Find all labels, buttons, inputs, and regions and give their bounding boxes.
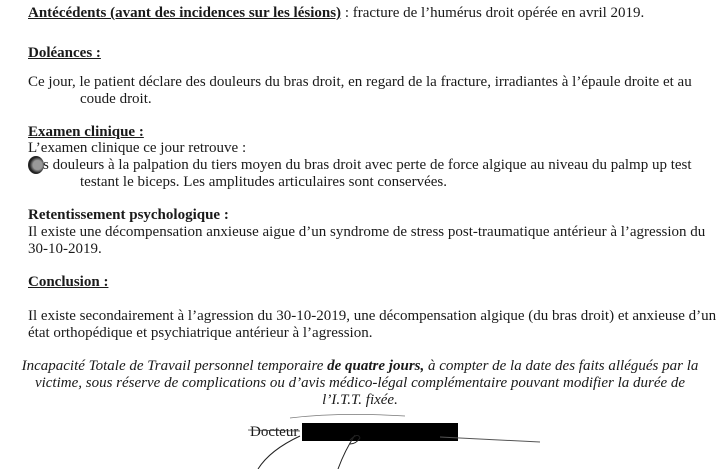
doleances-line1: Ce jour, le patient déclare des douleurs du bras droit, en regard de la fracture, irradiantes à l’épaule droite et au xyxy=(28,74,692,90)
itt-duration: de quatre jours, xyxy=(327,358,425,374)
conclusion-line2: état orthopédique et psychiatrique antérieur à l’agression. xyxy=(28,325,373,341)
antecedents-text: : fracture de l’humérus droit opérée en avril 2019. xyxy=(341,5,645,21)
examen-heading: Examen clinique : xyxy=(28,124,144,140)
doleances-heading: Doléances : xyxy=(28,45,101,61)
itt-line2: victime, sous réserve de complications ou d’avis médico-légal complémentaire pouvant modifier la durée de xyxy=(34,375,686,391)
itt-line3: l’I.T.T. fixée. xyxy=(322,392,398,408)
examen-intro: L’examen clinique ce jour retrouve : xyxy=(28,140,247,156)
examen-line2: testant le biceps. Les amplitudes articulaires sont conservées. xyxy=(80,174,447,190)
itt-post: à compter de la date des faits allégués par la xyxy=(424,358,699,374)
signature-label: Docteur xyxy=(250,424,299,440)
retentissement-line1: Il existe une décompensation anxieuse aigue d’un syndrome de stress post-traumatique antérieur à l’agression du xyxy=(28,224,706,240)
conclusion-line1: Il existe secondairement à l’agression du 30-10-2019, une décompensation algique (du bras droit) et anxieuse d’un xyxy=(28,308,717,324)
retentissement-line2: 30-10-2019. xyxy=(28,241,102,257)
conclusion-heading: Conclusion : xyxy=(28,274,109,290)
doleances-line2: coude droit. xyxy=(80,91,152,107)
antecedents-heading: Antécédents (avant des incidences sur les lésions) xyxy=(28,5,342,21)
itt-pre: Incapacité Totale de Travail personnel temporaire xyxy=(21,358,328,374)
examen-line1: s douleurs à la palpation du tiers moyen du bras droit avec perte de force algique au niveau du palmp up test xyxy=(43,157,692,173)
retentissement-heading: Retentissement psychologique : xyxy=(28,207,229,223)
